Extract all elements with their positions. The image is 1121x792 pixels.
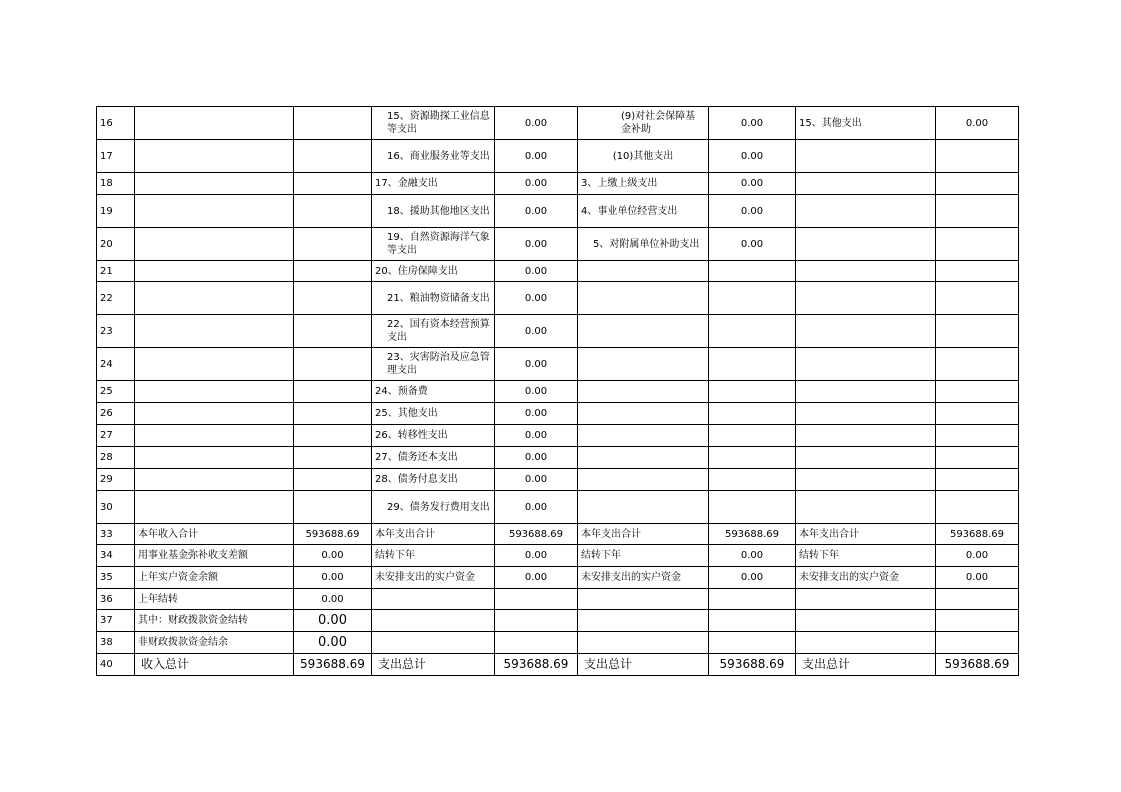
expense-amount-3: 0.00: [936, 567, 1019, 589]
expense-item-3: [796, 610, 936, 632]
row-number: 37: [97, 610, 135, 632]
expense-amount-3: [936, 282, 1019, 315]
income-item: [135, 403, 294, 425]
expense-item: [372, 107, 495, 140]
expense-item-2: 未安排支出的实户资金: [578, 567, 709, 589]
income-item: 本年收入合计: [135, 524, 294, 545]
expense-item-2: [578, 491, 709, 524]
income-item: [135, 195, 294, 228]
income-amount: [294, 282, 372, 315]
income-amount: [294, 140, 372, 173]
expense-amount: 0.00: [495, 107, 578, 140]
expense-item-3: 未安排支出的实户资金: [796, 567, 936, 589]
income-item: [135, 228, 294, 261]
row-number: 33: [97, 524, 135, 545]
expense-item: [372, 610, 495, 632]
expense-item: 24、预备费: [372, 381, 495, 403]
expense-item-2: [578, 261, 709, 282]
expense-amount-2: [709, 315, 796, 348]
expense-item-text: 22、国有资本经营预算支出: [387, 319, 490, 343]
expense-item-3: [796, 632, 936, 654]
expense-item-3: [796, 447, 936, 469]
expense-amount-2: 0.00: [709, 228, 796, 261]
income-amount: [294, 447, 372, 469]
expense-item-3: [796, 403, 936, 425]
expense-item-2: [578, 589, 709, 610]
expense-amount: 0.00: [495, 228, 578, 261]
expense-amount-2: [709, 403, 796, 425]
income-total-label: 收入总计: [135, 654, 294, 676]
table-row: [97, 315, 1019, 348]
expense-item-3: 本年支出合计: [796, 524, 936, 545]
expense-amount: [495, 589, 578, 610]
expense-amount-3: [936, 491, 1019, 524]
expense-item-text: 19、自然资源海洋气象等支出: [387, 232, 490, 256]
expense-amount-3: [936, 381, 1019, 403]
expense-amount: 0.00: [495, 403, 578, 425]
expense-amount: 593688.69: [495, 524, 578, 545]
income-item: 上年实户资金余额: [135, 567, 294, 589]
expense-item-text: 29、债务发行费用支出: [387, 501, 490, 513]
expense-total-2: 593688.69: [709, 654, 796, 676]
table-row: [97, 261, 1019, 282]
expense-item-text: 18、援助其他地区支出: [387, 205, 490, 217]
expense-item-2: [578, 447, 709, 469]
expense-total-label-2: 支出总计: [578, 654, 709, 676]
expense-item: [372, 282, 495, 315]
expense-item-3: [796, 282, 936, 315]
expense-amount-3: [936, 469, 1019, 491]
expense-item: 17、金融支出: [372, 173, 495, 195]
expense-amount-2: [709, 282, 796, 315]
income-amount: 593688.69: [294, 524, 372, 545]
expense-item-2: [578, 315, 709, 348]
table-row: [97, 491, 1019, 524]
expense-amount: 0.00: [495, 140, 578, 173]
expense-amount-2: [709, 425, 796, 447]
table-row: [97, 654, 1019, 676]
table-row: [97, 469, 1019, 491]
expense-item-3: [796, 425, 936, 447]
expense-total: 593688.69: [495, 654, 578, 676]
row-number: 27: [97, 425, 135, 447]
row-number: 17: [97, 140, 135, 173]
row-number: 18: [97, 173, 135, 195]
expense-item-2: 4、事业单位经营支出: [578, 195, 709, 228]
expense-amount: 0.00: [495, 195, 578, 228]
income-item: 上年结转: [135, 589, 294, 610]
income-amount: [294, 261, 372, 282]
expense-amount-3: 0.00: [936, 107, 1019, 140]
income-item: [135, 261, 294, 282]
expense-item: 25、其他支出: [372, 403, 495, 425]
income-item: [135, 315, 294, 348]
expense-amount-3: [936, 610, 1019, 632]
expense-amount-2: 0.00: [709, 195, 796, 228]
income-item: 用事业基金弥补收支差额: [135, 545, 294, 567]
expense-total-3: 593688.69: [936, 654, 1019, 676]
expense-item-2: 3、上缴上级支出: [578, 173, 709, 195]
expense-item-2: [578, 228, 709, 261]
expense-amount: 0.00: [495, 545, 578, 567]
expense-item-3: [796, 348, 936, 381]
row-number: 21: [97, 261, 135, 282]
expense-item: [372, 140, 495, 173]
table-row: [97, 589, 1019, 610]
expense-amount-2: 0.00: [709, 173, 796, 195]
row-number: 38: [97, 632, 135, 654]
expense-amount-3: [936, 447, 1019, 469]
expense-item: 20、住房保障支出: [372, 261, 495, 282]
income-amount: 0.00: [294, 545, 372, 567]
table-row: [97, 282, 1019, 315]
row-number: 28: [97, 447, 135, 469]
row-number: 40: [97, 654, 135, 676]
expense-item-3: [796, 315, 936, 348]
row-number: 25: [97, 381, 135, 403]
expense-amount-2: [709, 261, 796, 282]
expense-amount: 0.00: [495, 381, 578, 403]
row-number: 16: [97, 107, 135, 140]
expense-amount-2: [709, 447, 796, 469]
expense-item-2: [578, 403, 709, 425]
expense-item: [372, 315, 495, 348]
expense-item-3: [796, 491, 936, 524]
row-number: 20: [97, 228, 135, 261]
expense-item: 28、债务付息支出: [372, 469, 495, 491]
expense-amount-2: [709, 348, 796, 381]
row-number: 36: [97, 589, 135, 610]
budget-table: [96, 106, 1019, 676]
income-amount: [294, 469, 372, 491]
expense-item-2: [578, 469, 709, 491]
table-row: [97, 610, 1019, 632]
expense-amount-2: [709, 610, 796, 632]
table-row: [97, 228, 1019, 261]
expense-item: [372, 195, 495, 228]
expense-amount-2: 0.00: [709, 140, 796, 173]
income-amount: [294, 173, 372, 195]
expense-amount-3: [936, 195, 1019, 228]
income-amount: [294, 348, 372, 381]
income-amount: 0.00: [294, 610, 372, 632]
expense-item: [372, 589, 495, 610]
expense-item-3: [796, 140, 936, 173]
expense-item-2: [578, 610, 709, 632]
income-item: 其中：财政拨款资金结转: [135, 610, 294, 632]
table-row: [97, 140, 1019, 173]
expense-amount-3: [936, 403, 1019, 425]
expense-amount: 0.00: [495, 491, 578, 524]
row-number: 24: [97, 348, 135, 381]
expense-item-text: 23、灾害防治及应急管理支出: [387, 352, 490, 376]
expense-amount-2: 0.00: [709, 567, 796, 589]
income-item: [135, 348, 294, 381]
row-number: 35: [97, 567, 135, 589]
expense-amount-3: [936, 315, 1019, 348]
expense-item: 27、债务还本支出: [372, 447, 495, 469]
income-amount: [294, 403, 372, 425]
expense-amount-3: [936, 348, 1019, 381]
expense-amount-3: [936, 173, 1019, 195]
expense-item-2: [578, 282, 709, 315]
expense-amount: 0.00: [495, 348, 578, 381]
income-amount: 0.00: [294, 632, 372, 654]
table-row: [97, 632, 1019, 654]
table-row: [97, 567, 1019, 589]
income-item: [135, 107, 294, 140]
expense-amount-2: 0.00: [709, 107, 796, 140]
income-item: [135, 425, 294, 447]
expense-item-text: 16、商业服务业等支出: [387, 150, 490, 162]
expense-item-2: 本年支出合计: [578, 524, 709, 545]
income-amount: [294, 491, 372, 524]
expense-amount: 0.00: [495, 173, 578, 195]
expense-item: 未安排支出的实户资金: [372, 567, 495, 589]
expense-item: 结转下年: [372, 545, 495, 567]
expense-item-3: [796, 469, 936, 491]
expense-amount-2: [709, 491, 796, 524]
table-row: [97, 524, 1019, 545]
expense-total-label: 支出总计: [372, 654, 495, 676]
expense-amount: 0.00: [495, 315, 578, 348]
table-row: [97, 173, 1019, 195]
expense-item: 本年支出合计: [372, 524, 495, 545]
row-number: 34: [97, 545, 135, 567]
table-row: [97, 403, 1019, 425]
table-row: [97, 195, 1019, 228]
income-amount: [294, 107, 372, 140]
table-row: [97, 545, 1019, 567]
expense-amount-3: [936, 140, 1019, 173]
expense-amount-3: [936, 228, 1019, 261]
expense-amount-3: [936, 632, 1019, 654]
income-amount: [294, 315, 372, 348]
expense-total-label-3: 支出总计: [796, 654, 936, 676]
expense-amount-3: [936, 589, 1019, 610]
expense-item-2: [578, 107, 709, 140]
expense-item-3: [796, 589, 936, 610]
table-row: [97, 447, 1019, 469]
expense-item-2: [578, 381, 709, 403]
row-number: 22: [97, 282, 135, 315]
expense-amount: [495, 632, 578, 654]
income-amount: 0.00: [294, 567, 372, 589]
expense-amount: 0.00: [495, 447, 578, 469]
expense-item-text: 21、粮油物资储备支出: [387, 292, 490, 304]
expense-item-3: 结转下年: [796, 545, 936, 567]
income-item: [135, 381, 294, 403]
row-number: 29: [97, 469, 135, 491]
expense-amount-2: [709, 469, 796, 491]
expense-amount: 0.00: [495, 282, 578, 315]
row-number: 26: [97, 403, 135, 425]
expense-item-2-text: 5、对附属单位补助支出: [593, 238, 700, 250]
expense-amount: 0.00: [495, 261, 578, 282]
expense-item-3: [796, 173, 936, 195]
expense-amount: 0.00: [495, 469, 578, 491]
income-amount: [294, 228, 372, 261]
expense-item-2: [578, 425, 709, 447]
expense-item-3: [796, 381, 936, 403]
expense-item-2: (10)其他支出: [578, 140, 709, 173]
expense-amount-2: 593688.69: [709, 524, 796, 545]
expense-item-text: 15、资源勘探工业信息等支出: [387, 111, 490, 135]
table-row: [97, 381, 1019, 403]
expense-item-3: [796, 228, 936, 261]
expense-item-2: 结转下年: [578, 545, 709, 567]
table-row: [97, 107, 1019, 140]
expense-amount-2: 0.00: [709, 545, 796, 567]
expense-item-2-text: (9)对社会保障基金补助: [621, 111, 696, 135]
expense-item-3: 15、其他支出: [796, 107, 936, 140]
expense-amount-2: [709, 632, 796, 654]
income-item: [135, 173, 294, 195]
income-item: [135, 140, 294, 173]
row-number: 19: [97, 195, 135, 228]
expense-item-3: [796, 195, 936, 228]
expense-amount-3: 593688.69: [936, 524, 1019, 545]
expense-amount-3: [936, 261, 1019, 282]
expense-item: [372, 228, 495, 261]
income-amount: [294, 381, 372, 403]
expense-item: [372, 632, 495, 654]
income-item: [135, 282, 294, 315]
expense-amount-2: [709, 381, 796, 403]
income-item: [135, 469, 294, 491]
income-item: 非财政拨款资金结余: [135, 632, 294, 654]
income-item: [135, 447, 294, 469]
table-row: [97, 425, 1019, 447]
income-total: 593688.69: [294, 654, 372, 676]
expense-item-2: [578, 348, 709, 381]
income-item: [135, 491, 294, 524]
expense-amount-2: [709, 589, 796, 610]
row-number: 30: [97, 491, 135, 524]
expense-item-2: [578, 632, 709, 654]
income-amount: [294, 425, 372, 447]
row-number: 23: [97, 315, 135, 348]
expense-amount-3: 0.00: [936, 545, 1019, 567]
expense-item: [372, 491, 495, 524]
expense-amount: 0.00: [495, 425, 578, 447]
expense-item-3: [796, 261, 936, 282]
expense-amount: [495, 610, 578, 632]
table-row: [97, 348, 1019, 381]
expense-amount: 0.00: [495, 567, 578, 589]
expense-amount-3: [936, 425, 1019, 447]
expense-item: [372, 348, 495, 381]
income-amount: 0.00: [294, 589, 372, 610]
expense-item: 26、转移性支出: [372, 425, 495, 447]
income-amount: [294, 195, 372, 228]
